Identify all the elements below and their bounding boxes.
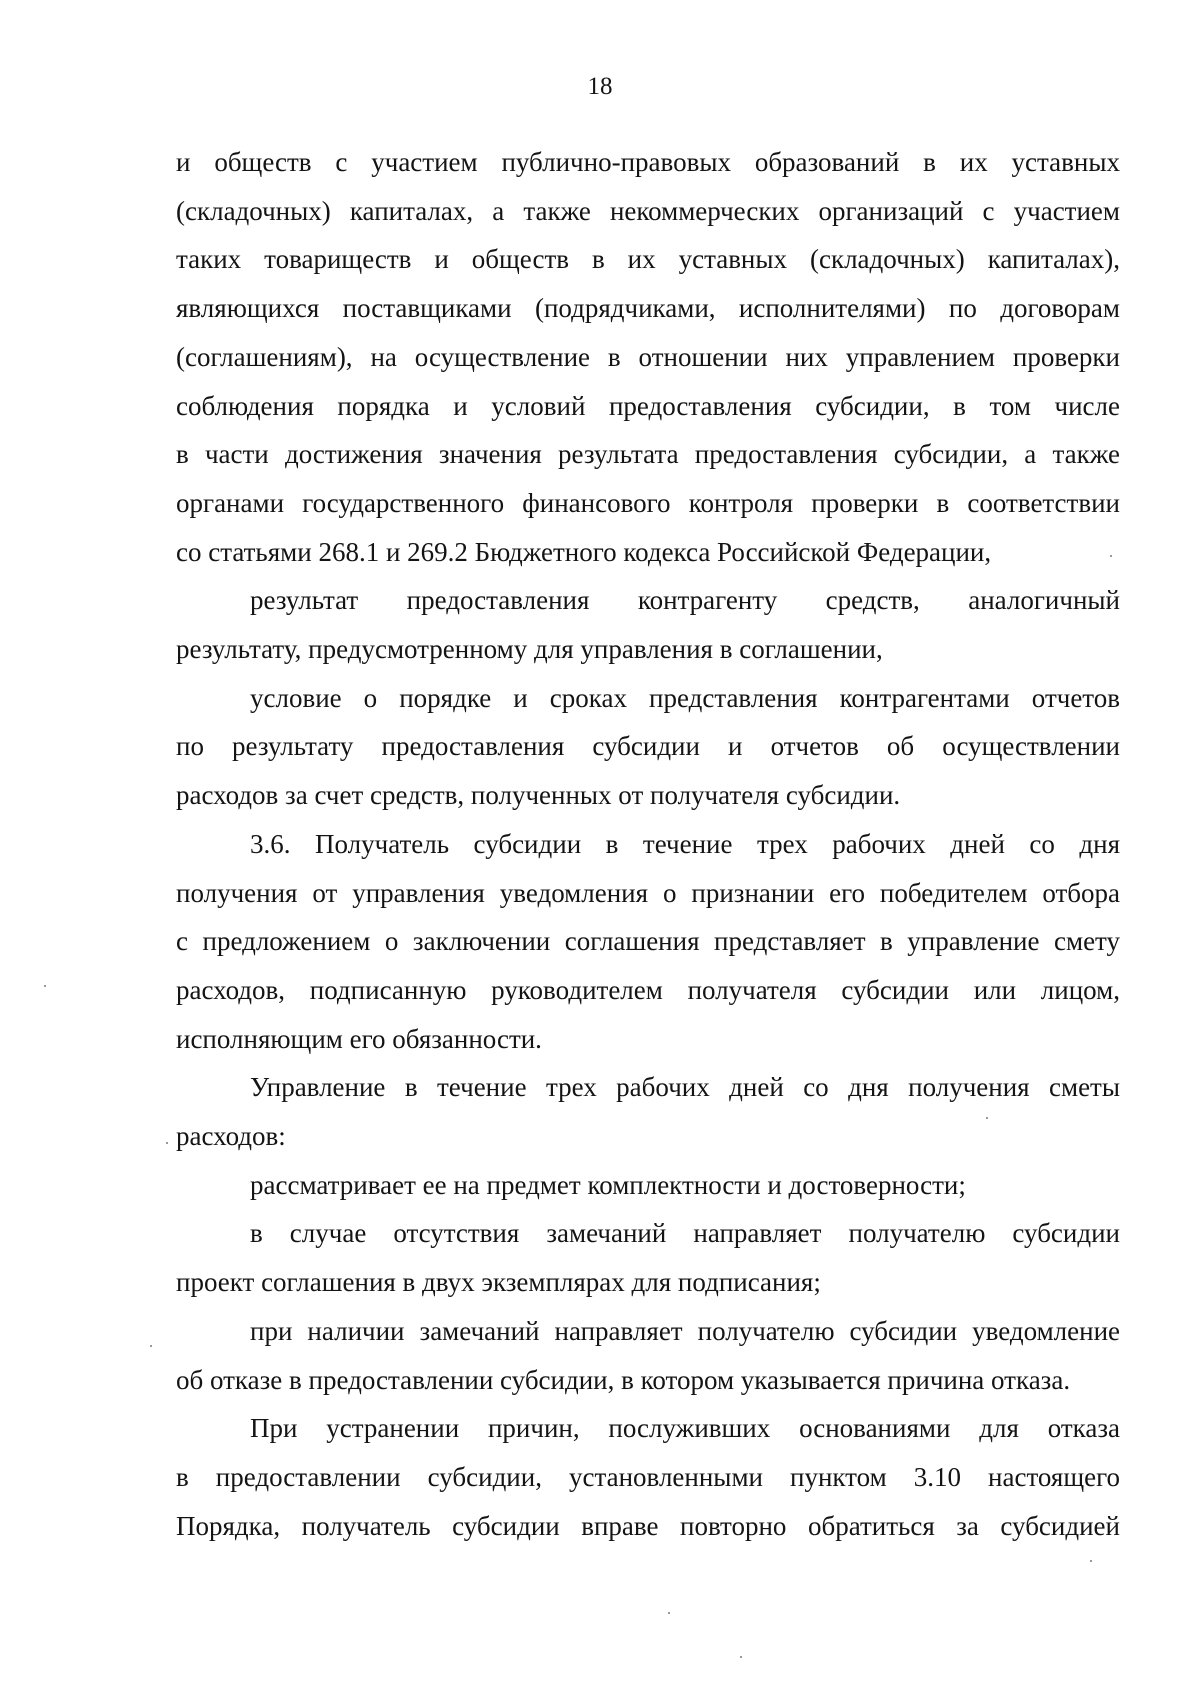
scan-speck [166, 1142, 168, 1144]
page-number: 18 [587, 73, 613, 100]
text-line: по результату предоставления субсидии и отчетов об осуществлении [176, 731, 1120, 762]
text-line: исполняющим его обязанности. [176, 1023, 542, 1054]
text-line: таких товариществ и обществ в их уставных (складочных) капиталах), [176, 244, 1120, 275]
text-line: расходов: [176, 1121, 286, 1152]
scan-speck [668, 1612, 670, 1614]
scan-speck [1090, 1560, 1092, 1562]
text-line: При устранении причин, послуживших основаниями для отказа [250, 1413, 1120, 1444]
text-line: в предоставлении субсидии, установленными пунктом 3.10 настоящего [176, 1461, 1120, 1492]
text-line: 3.6. Получатель субсидии в течение трех рабочих дней со дня [250, 828, 1120, 859]
scan-speck [1110, 555, 1112, 557]
scan-speck [740, 1656, 742, 1658]
paragraph-8 [176, 1307, 1120, 1404]
text-line: при наличии замечаний направляет получателю субсидии уведомление [250, 1315, 1120, 1346]
text-line: являющихся поставщиками (подрядчиками, исполнителями) по договорам [176, 293, 1120, 324]
text-line: результату, предусмотренному для управления в соглашении, [176, 634, 883, 665]
document-body [176, 138, 1120, 1550]
paragraph-6 [176, 1161, 1120, 1210]
text-line: в случае отсутствия замечаний направляет получателю субсидии [250, 1218, 1120, 1249]
text-line: результат предоставления контрагенту средств, аналогичный [250, 585, 1120, 616]
text-line: рассматривает ее на предмет комплектности и достоверности; [250, 1169, 966, 1200]
paragraph-9 [176, 1404, 1120, 1550]
text-line: проект соглашения в двух экземплярах для подписания; [176, 1267, 821, 1298]
text-line: соблюдения порядка и условий предоставления субсидии, в том числе [176, 390, 1120, 421]
text-line: (складочных) капиталах, а также некоммерческих организаций с участием [176, 195, 1120, 226]
text-line: Управление в течение трех рабочих дней со дня получения сметы [250, 1072, 1120, 1103]
text-line: расходов за счет средств, полученных от получателя субсидии. [176, 780, 901, 811]
text-line: органами государственного финансового контроля проверки в соответствии [176, 487, 1120, 518]
text-line: в части достижения значения результата предоставления субсидии, а также [176, 439, 1120, 470]
paragraph-4 [176, 820, 1120, 1064]
text-line: расходов, подписанную руководителем получателя субсидии или лицом, [176, 974, 1120, 1005]
text-line: условие о порядке и сроках представления контрагентами отчетов [250, 682, 1120, 713]
paragraph-3 [176, 674, 1120, 820]
text-line: Порядка, получатель субсидии вправе повторно обратиться за субсидией [176, 1510, 1120, 1541]
scan-speck [44, 985, 46, 987]
scan-speck [150, 1345, 152, 1347]
text-line: об отказе в предоставлении субсидии, в котором указывается причина отказа. [176, 1364, 1071, 1395]
text-line: (соглашениям), на осуществление в отношении них управлением проверки [176, 341, 1120, 372]
paragraph-2 [176, 576, 1120, 673]
scan-speck [986, 1117, 988, 1119]
text-line: получения от управления уведомления о признании его победителем отбора [176, 877, 1120, 908]
paragraph-7 [176, 1209, 1120, 1306]
text-line: со статьями 268.1 и 269.2 Бюджетного кодекса Российской Федерации, [176, 536, 992, 567]
text-line: и обществ с участием публично-правовых образований в их уставных [176, 147, 1120, 177]
text-line: с предложением о заключении соглашения представляет в управление смету [176, 926, 1120, 957]
paragraph-1 [176, 138, 1120, 576]
paragraph-5 [176, 1063, 1120, 1160]
